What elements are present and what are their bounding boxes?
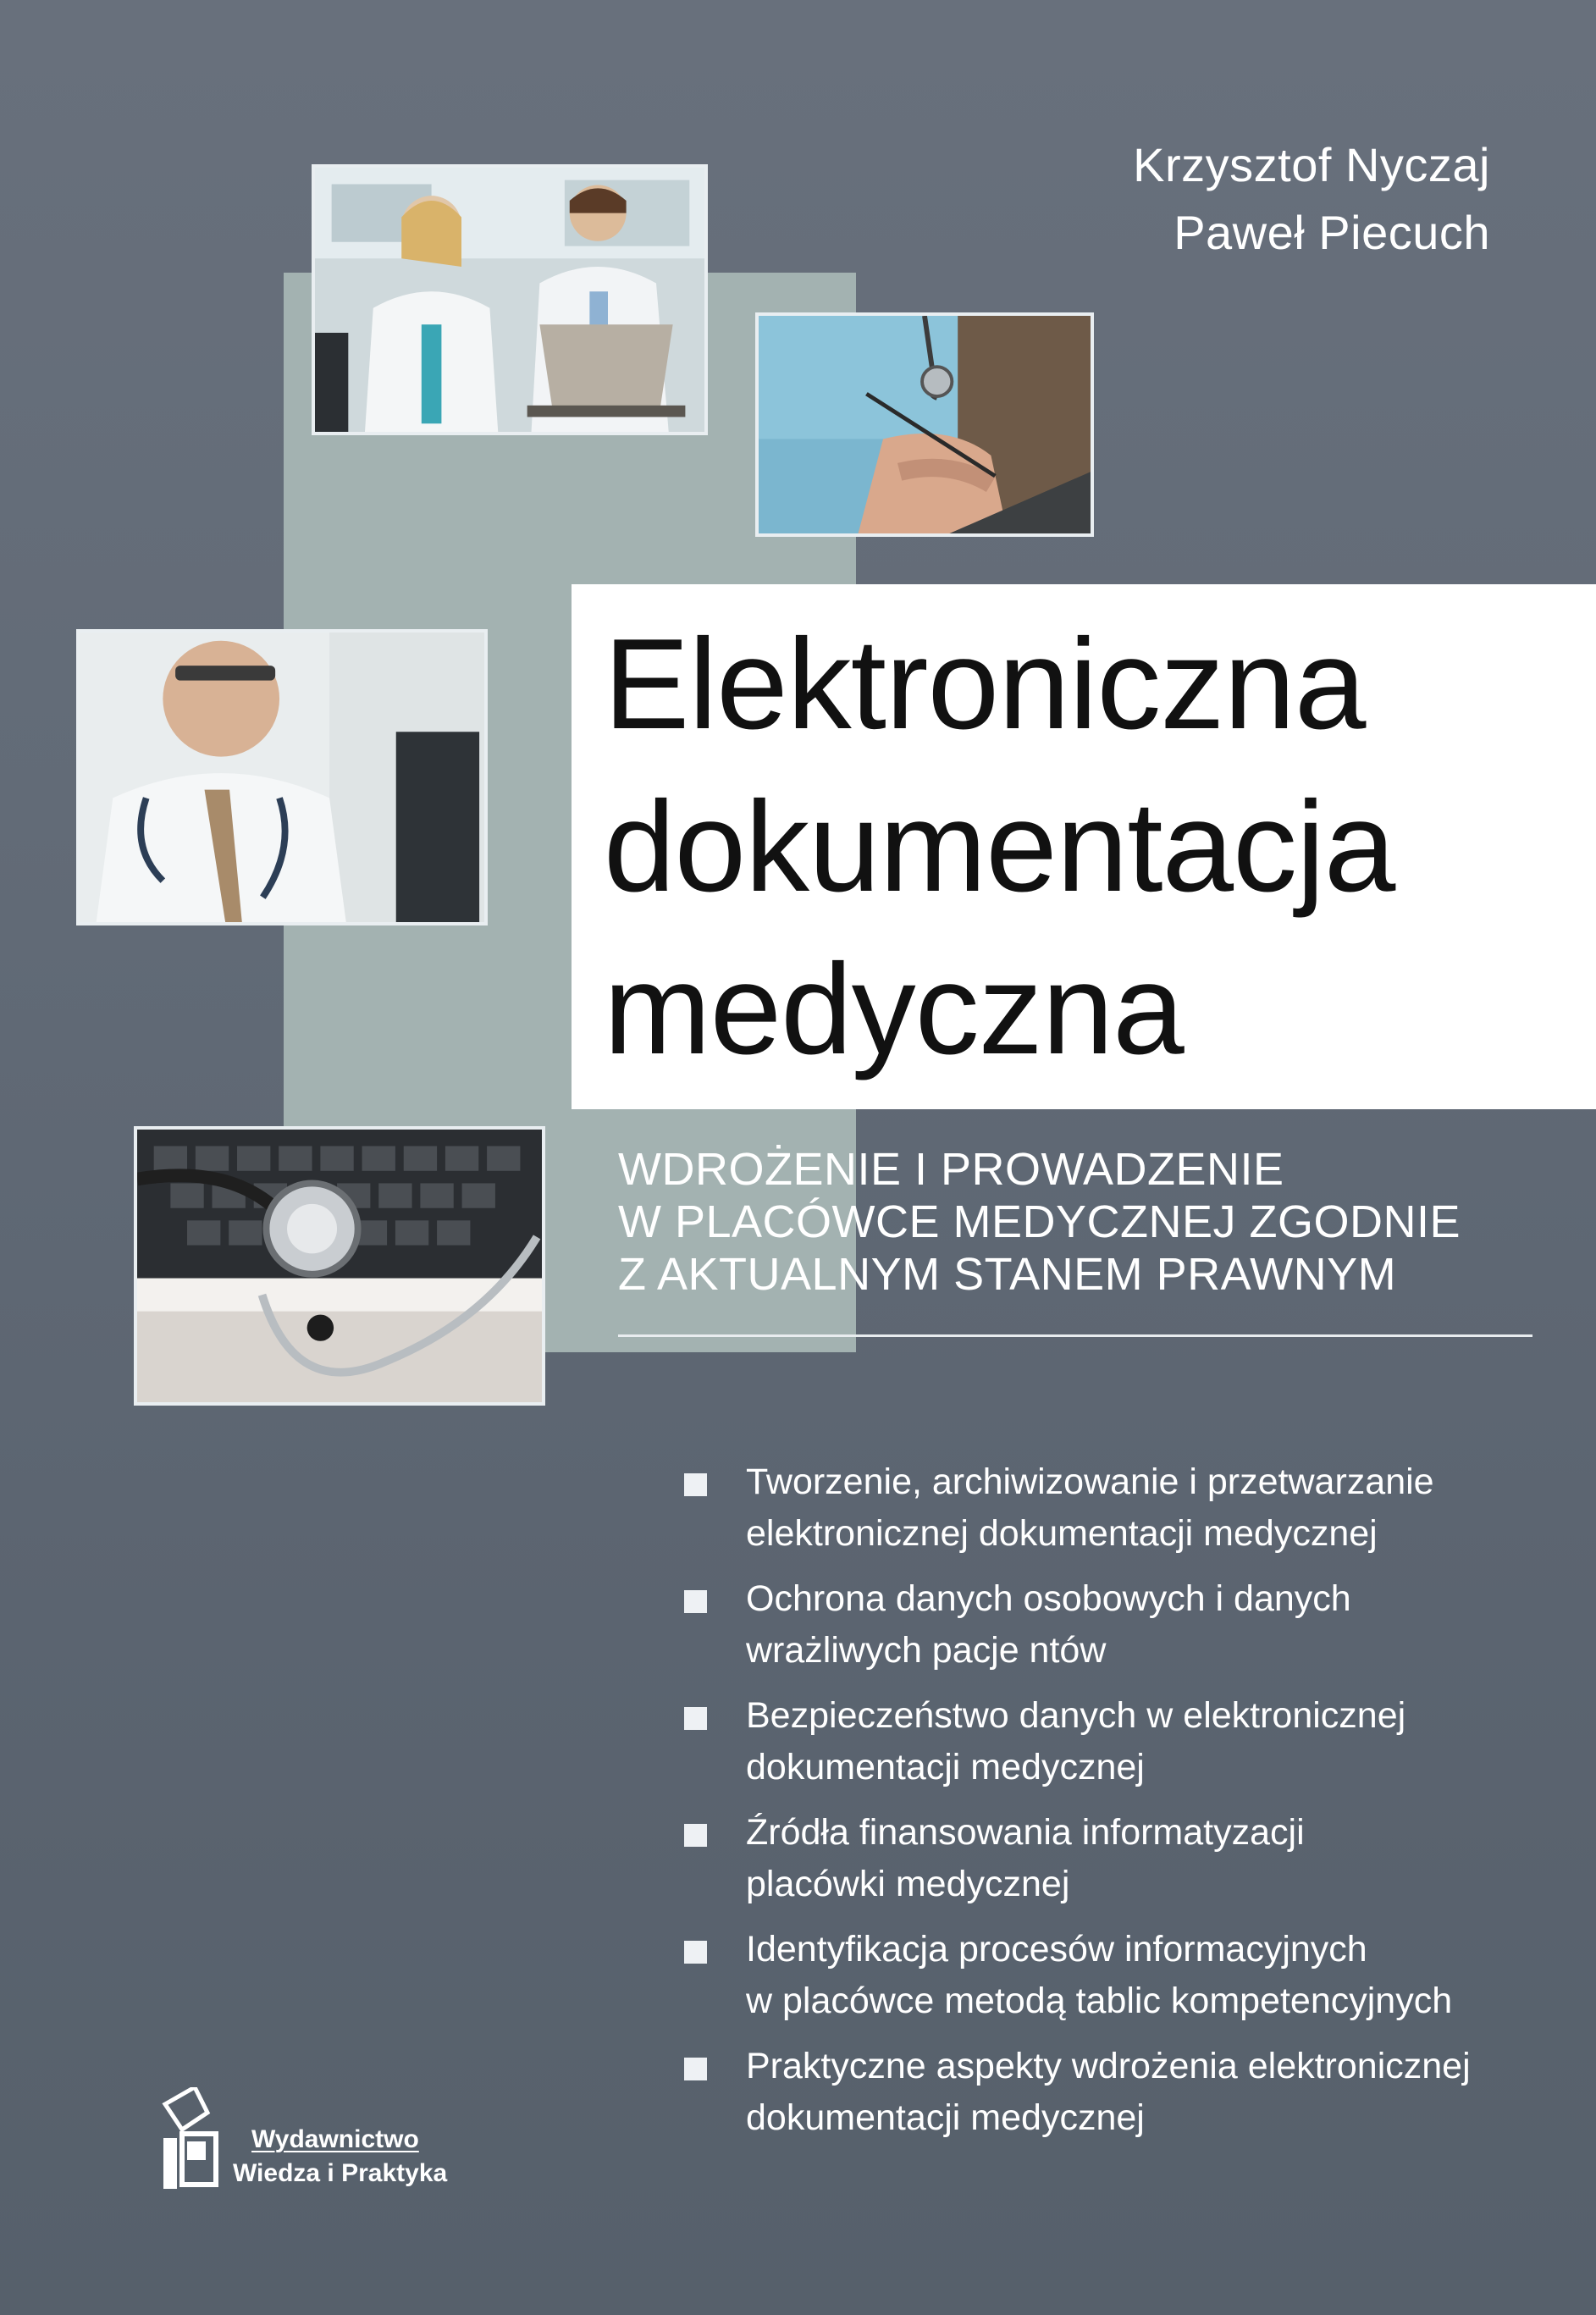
publisher-name [233, 2123, 447, 2191]
title-line: dokumentacja [604, 775, 1395, 919]
feature-item [684, 1573, 1471, 1677]
bullet-square-icon [684, 1473, 707, 1496]
feature-text: Bezpieczeństwo danych w elektronicznej dokumentacji medycznej [746, 1695, 1406, 1787]
feature-item [684, 1807, 1471, 1910]
feature-item [684, 2041, 1471, 2144]
author-name: Paweł Piecuch [1174, 206, 1490, 259]
feature-text: Ochrona danych osobowych i danych wrażliwych pacje ntów [746, 1578, 1351, 1671]
subtitle [618, 1143, 1461, 1301]
bullet-square-icon [684, 1941, 707, 1964]
authors [1133, 131, 1490, 267]
photo-doctors-laptop [312, 164, 708, 435]
bullet-square-icon [684, 1590, 707, 1613]
feature-text: Źródła finansowania informatyzacji placówki medycznej [746, 1812, 1305, 1904]
feature-item [684, 1924, 1471, 2027]
photo-keyboard-stethoscope [134, 1126, 545, 1406]
feature-text: Tworzenie, archiwizowanie i przetwarzanie elektronicznej dokumentacji medycznej [746, 1461, 1434, 1554]
feature-text: Identyfikacja procesów informacyjnych w placówce metodą tablic kompetencyjnych [746, 1929, 1453, 2021]
title-line: Elektroniczna [604, 612, 1366, 756]
bullet-square-icon [684, 1707, 707, 1730]
publisher-line: Wydawnictwo [251, 2125, 419, 2153]
title-line: medyczna [604, 937, 1184, 1081]
bullet-square-icon [684, 2058, 707, 2080]
subtitle-underline [618, 1334, 1532, 1337]
feature-item [684, 1456, 1471, 1560]
author-name: Krzysztof Nyczaj [1133, 138, 1490, 191]
feature-text: Praktyczne aspekty wdrożenia elektronicznej dokumentacji medycznej [746, 2046, 1471, 2138]
subtitle-line: WDROŻENIE I PROWADZENIE [618, 1144, 1284, 1195]
photo-doctor-glasses [76, 629, 488, 925]
publisher-mark-icon [157, 2087, 224, 2197]
book-title [604, 603, 1394, 1091]
photo-nurse-tablet [755, 312, 1094, 537]
subtitle-line: Z AKTUALNYM STANEM PRAWNYM [618, 1249, 1397, 1300]
publisher-logo [157, 2087, 448, 2197]
bullet-square-icon [684, 1824, 707, 1847]
feature-item [684, 1690, 1471, 1793]
subtitle-line: W PLACÓWCE MEDYCZNEJ ZGODNIE [618, 1196, 1461, 1247]
feature-list [684, 1456, 1471, 2158]
publisher-line: Wiedza i Praktyka [233, 2159, 448, 2187]
